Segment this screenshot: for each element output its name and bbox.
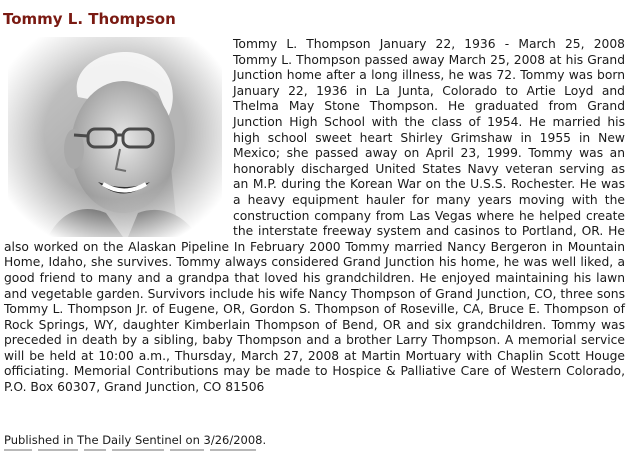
- cutoff-text-line: [4, 449, 294, 453]
- published-line: Published in The Daily Sentinel on 3/26/2008.: [4, 433, 267, 447]
- obituary-photo: [8, 37, 222, 237]
- obituary-body: Tommy L. Thompson January 22, 1936 - March 25, 2008 Tommy L. Thompson passed away March 25, 2008 at his Grand Junction home after a long illness, he was 72. Tommy was born January 22, 1936 in La Junta, Colorado to Artie Loyd and Thelma May Stone Thompson. He graduated from Grand Junction High School with the class of 1954. He married his high school sweet heart Shirley Grimshaw in 1955 in New Mexico; she passed away on April 23, 1999. Tommy was an honorably discharged United States Navy veteran serving as an M.P. during the Korean War on the U.S.S. Rochester. He was a heavy equipment hauler for many years moving with the construction company from Las Vegas where he helped create the interstate freeway system and casinos to Portland, OR. He also worked on the Alaskan Pipeline In February 2000 Tommy married Nancy Bergeron in Mountain Home, Idaho, she survives. Tommy always considered Grand Junction his home, he was well liked, a good friend to many and a grandpa that loved his grandchildren. He enjoyed maintaining his lawn and vegetable garden. Survivors include his wife Nancy Thompson of Grand Junction, CO, three sons Tommy L. Thompson Jr. of Eugene, OR, Gordon S. Thompson of Roseville, CA, Bruce E. Thompson of Rock Springs, WY, daughter Kimberlain Thompson of Bend, OR and six grandchildren. Tommy was preceded in death by a sibling, baby Thompson and a brother Larry Thompson. A memorial service will be held at 10:00 a.m., Thursday, March 27, 2008 at Martin Mortuary with Chaplin Scott Houge officiating. Memorial Contributions may be made to Hospice & Palliative Care of Western Colorado, P.O. Box 60307, Grand Junction, CO 81506: [4, 37, 625, 395]
- obituary-title: Tommy L. Thompson: [3, 10, 176, 28]
- obituary-article: [4, 37, 625, 396]
